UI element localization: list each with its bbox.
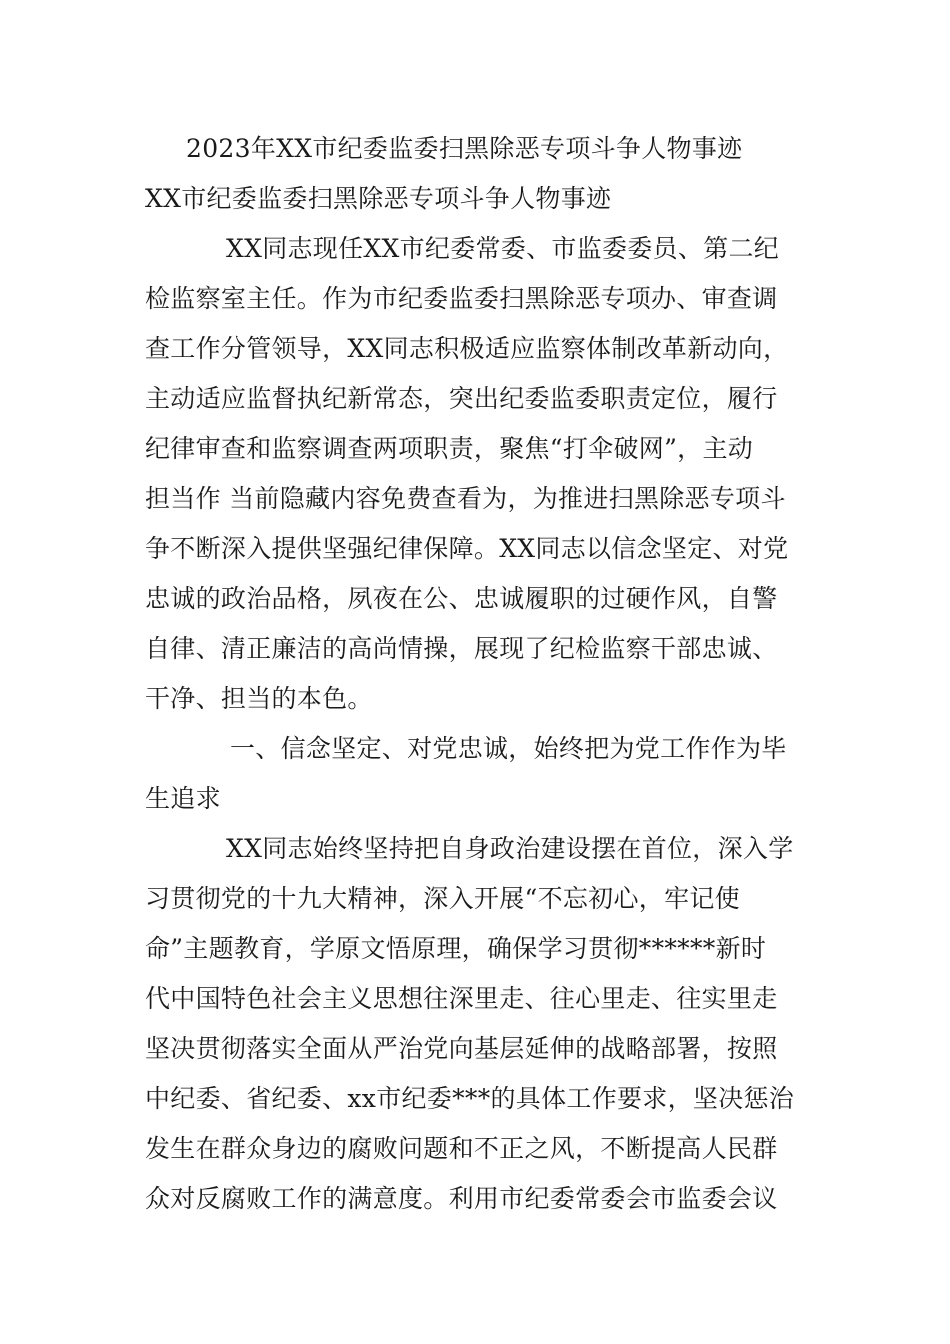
paragraph-line: 主动适应监督执纪新常态，突出纪委监委职责定位，履行 [145, 384, 778, 413]
paragraph-line: 中纪委、省纪委、xx市纪委***的具体工作要求，坚决惩治 [145, 1084, 795, 1113]
paragraph-line: 争不断深入提供坚强纪律保障。XX同志以信念坚定、对党 [145, 534, 789, 563]
paragraph-line: 干净、担当的本色。 [145, 684, 373, 713]
paragraph-line: 发生在群众身边的腐败问题和不正之风，不断提高人民群 [145, 1134, 778, 1163]
paragraph-line: 查工作分管领导，XX同志积极适应监察体制改革新动向， [145, 334, 789, 363]
paragraph-line: 代中国特色社会主义思想往深里走、往心里走、往实里走 [145, 984, 778, 1013]
paragraph-line: 担当作 当前隐藏内容免费查看为，为推进扫黑除恶专项斗 [145, 484, 786, 513]
paragraph-line: 纪律审查和监察调查两项职责，聚焦“打伞破网”，主动 [145, 434, 754, 463]
section-heading: 一、信念坚定、对党忠诚，始终把为党工作作为毕 [230, 734, 787, 763]
paragraph-line: 坚决贯彻落实全面从严治党向基层延伸的战略部署，按照 [145, 1034, 778, 1063]
paragraph-line: XX同志始终坚持把自身政治建设摆在首位，深入学 [226, 834, 794, 863]
paragraph-line: 检监察室主任。作为市纪委监委扫黑除恶专项办、审查调 [145, 284, 778, 313]
document-subtitle: XX市纪委监委扫黑除恶专项斗争人物事迹 [145, 184, 612, 213]
document-title: 2023年XX市纪委监委扫黑除恶专项斗争人物事迹 [186, 134, 743, 163]
paragraph-line: 自律、清正廉洁的高尚情操，展现了纪检监察干部忠诚、 [145, 634, 778, 663]
paragraph-line: XX同志现任XX市纪委常委、市监委委员、第二纪 [226, 234, 780, 263]
paragraph-line: 忠诚的政治品格，夙夜在公、忠诚履职的过硬作风，自警 [145, 584, 778, 613]
paragraph-line: 众对反腐败工作的满意度。利用市纪委常委会市监委会议 [145, 1184, 778, 1213]
section-heading-continued: 生追求 [145, 784, 221, 813]
paragraph-line: 习贯彻党的十九大精神，深入开展“不忘初心，牢记使 [145, 884, 740, 913]
paragraph-line: 命”主题教育，学原文悟原理，确保学习贯彻******新时 [145, 934, 767, 963]
